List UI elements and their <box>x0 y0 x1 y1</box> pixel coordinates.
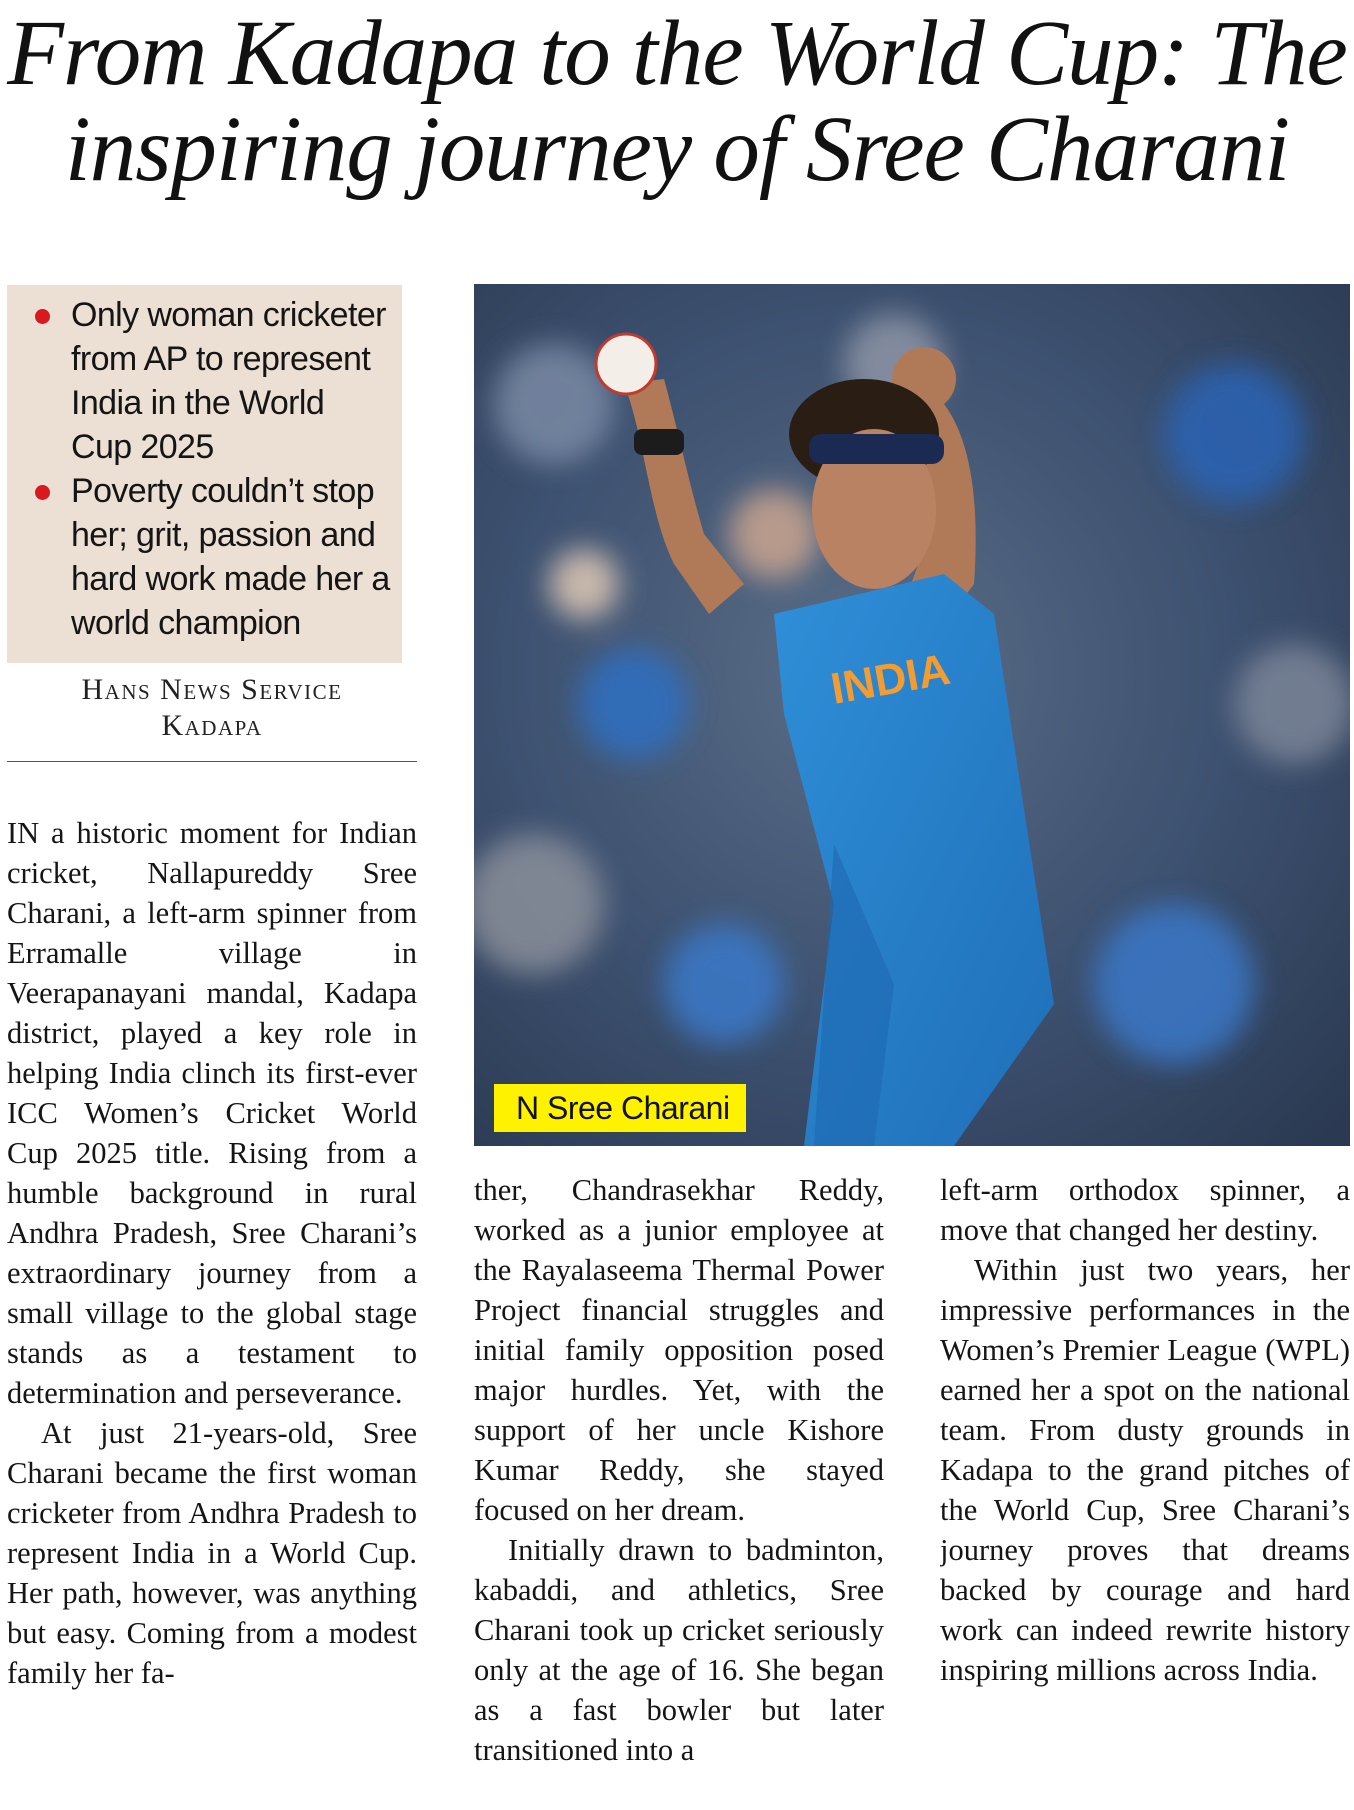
player-photo <box>474 284 1350 1146</box>
bullet-dot-icon <box>35 309 50 324</box>
article-paragraph: Initially drawn to badminton, kabaddi, and athletics, Sree Charani took up cricket seriously only at the age of 16. She began as a fast bowler but later transitioned into a <box>474 1533 884 1767</box>
article-paragraph: left-arm orthodox spinner, a move that changed her destiny. <box>940 1173 1350 1247</box>
byline-divider <box>7 761 417 762</box>
article-paragraph: ther, Chandrasekhar Reddy, worked as a junior employee at the Rayalaseema Thermal Power Project financial struggles and initial family opposition posed major hurdles. Yet, with the support of her uncle Kishore Kumar Reddy, she stayed focused on her dream. <box>474 1173 884 1527</box>
bullet-dot-icon <box>35 485 50 500</box>
photo-caption: N Sree Charani <box>494 1084 746 1132</box>
highlight-text: Only woman cricketer from AP to represent India in the World Cup 2025 <box>71 296 386 466</box>
highlight-text: Poverty couldn’t stop her; grit, passion and hard work made her a world champion <box>71 472 390 642</box>
article-paragraph: Within just two years, her impressive performances in the Women’s Premier League (WPL) earned her a spot on the national team. From dusty grounds in Kadapa to the grand pitches of the World Cup, Sree Charani’s journey proves that dreams backed by courage and hard work can indeed rewrite history inspiring millions across India. <box>940 1253 1350 1687</box>
article-column-3 <box>940 1170 1350 1810</box>
article-paragraph: IN a historic moment for Indian cricket, Nallapureddy Sree Charani, a left-arm spinner from Erramalle village in Veerapanayani mandal, Kadapa district, played a key role in helping India clinch its first-ever ICC Women’s Cricket World Cup 2025 title. Rising from a humble background in rural Andhra Pradesh, Sree Charani’s extraordinary journey from a small village to the global stage stands as a testament to determination and perseverance. <box>7 816 417 1410</box>
byline-location: Kadapa <box>161 709 263 742</box>
highlight-item <box>29 469 392 645</box>
article-paragraph: At just 21-years-old, Sree Charani became the first woman cricketer from Andhra Pradesh to represent India in a World Cup. Her path, however, was anything but easy. Coming from a modest family her fa- <box>7 1416 417 1690</box>
byline-service: Hans News Service <box>81 673 343 706</box>
headline: From Kadapa to the World Cup: The inspiring journey of Sree Charani <box>7 2 1347 201</box>
byline <box>7 672 417 744</box>
article-column-2 <box>474 1170 884 1810</box>
highlights-box <box>7 285 402 663</box>
article-column-1 <box>7 813 417 1810</box>
player-illustration <box>474 284 1350 1146</box>
highlight-item <box>29 293 392 469</box>
jersey-text: INDIA <box>827 644 954 714</box>
